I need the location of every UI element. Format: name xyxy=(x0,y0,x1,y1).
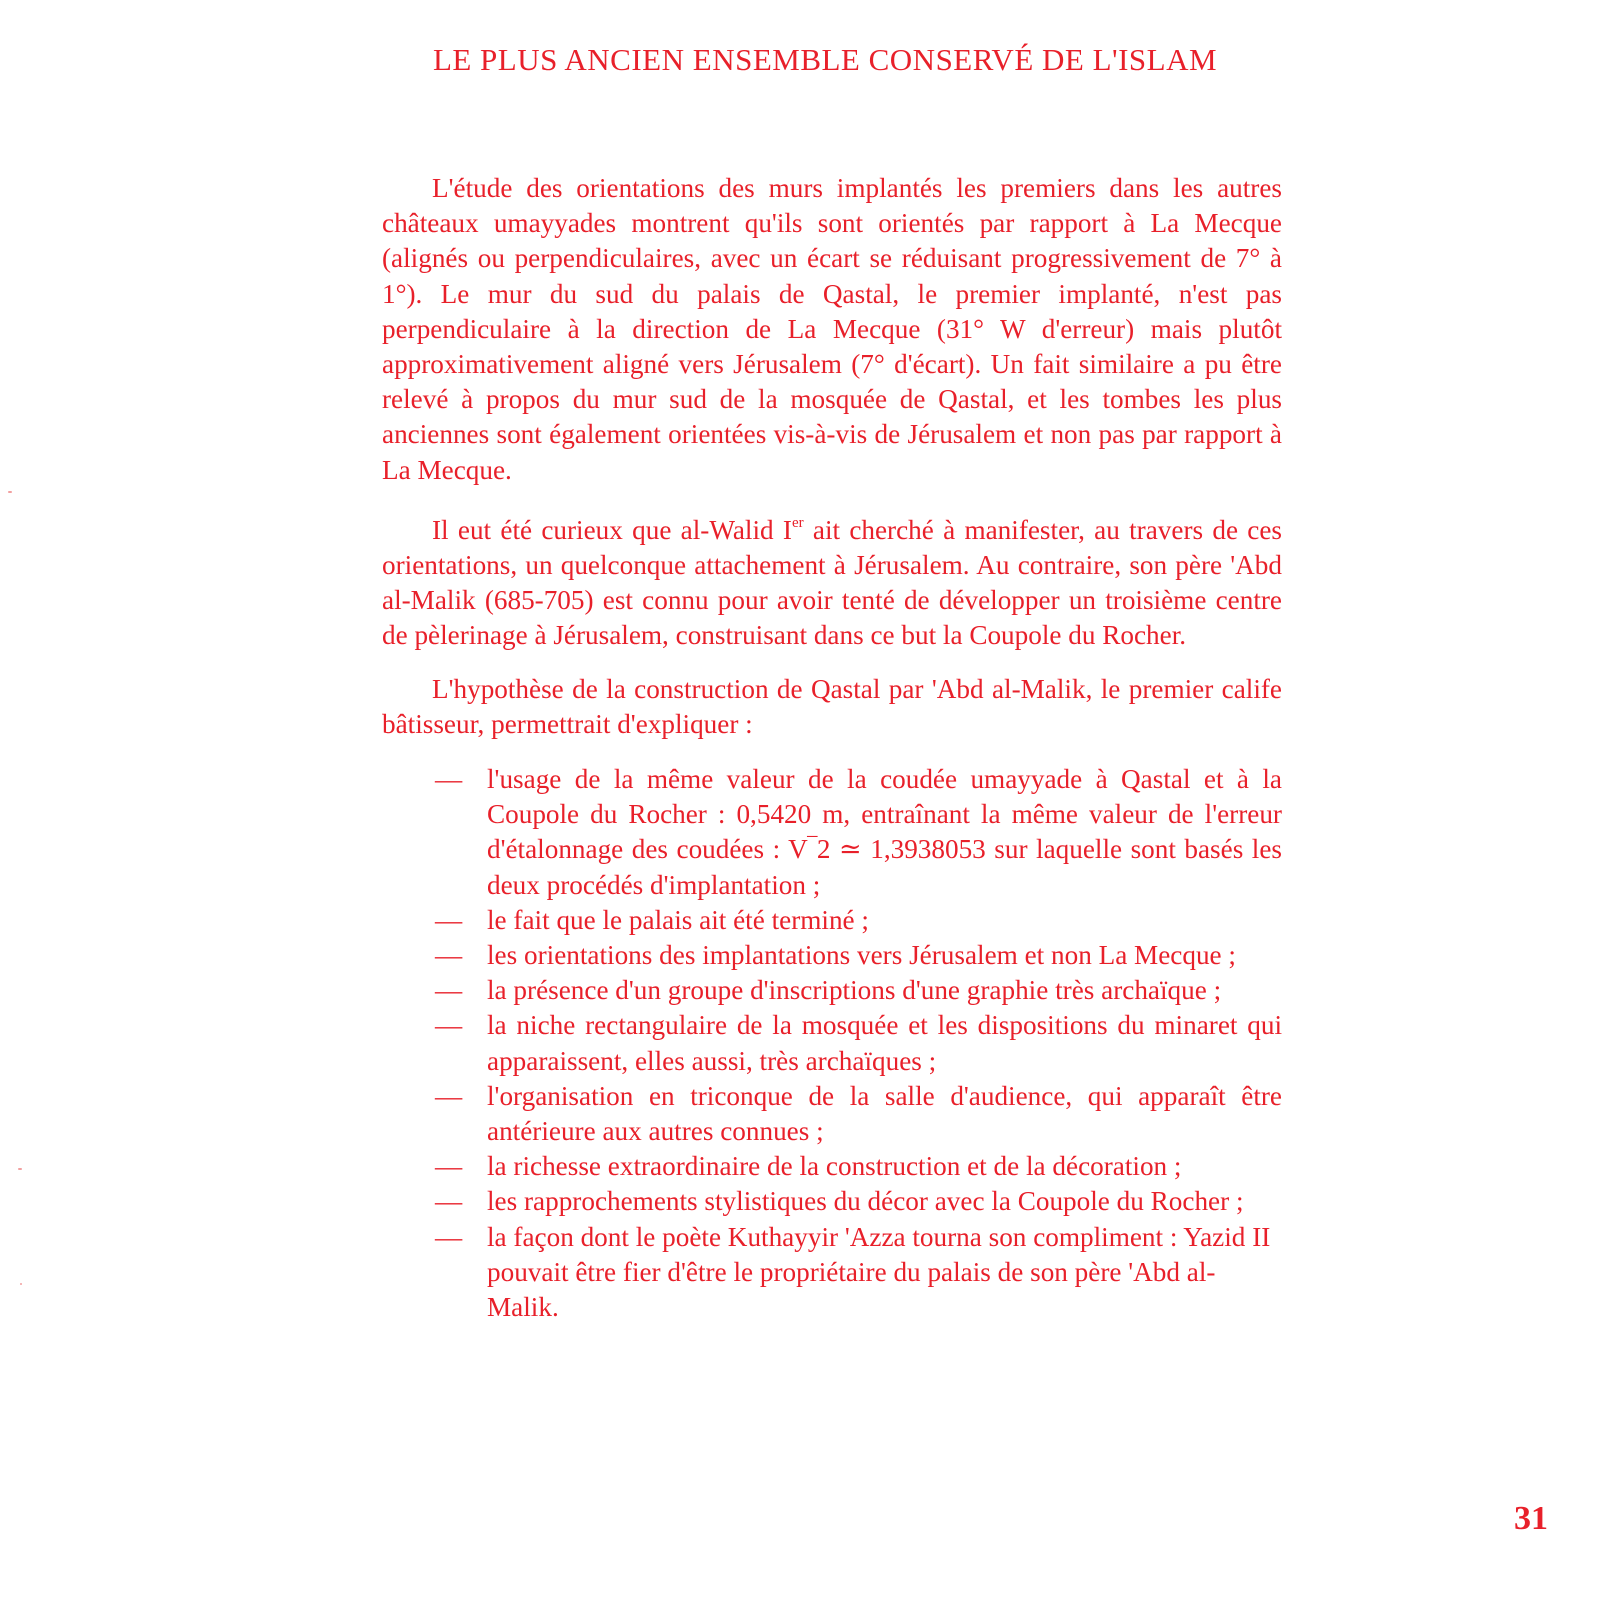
list-item-text: la niche rectangulaire de la mosquée et les dispositions du minaret qui apparaissent, elles aussi, très archaïques ; xyxy=(487,1010,1282,1076)
scan-speck xyxy=(8,491,12,493)
body-text xyxy=(382,171,1282,1325)
paragraph-text-start: Il eut été curieux que al-Walid I xyxy=(432,514,792,545)
em-dash-bullet: — xyxy=(435,975,463,1006)
running-header: LE PLUS ANCIEN ENSEMBLE CONSERVÉ DE L'ISLAM xyxy=(432,42,1218,77)
list-item xyxy=(382,1184,1282,1219)
list-item-text: la façon dont le poète Kuthayyir 'Azza tourna son compliment : Yazid II pouvait être fier d'être le propriétaire du palais de son père 'Abd al-Malik. xyxy=(487,1221,1271,1323)
list-item xyxy=(382,762,1282,903)
list-item-text: l'usage de la même valeur de la coudée umayyade à Qastal et à la Coupole du Rocher : 0,5420 m, entraînant la même valeur de l'erreur d'étalonnage des coudées : V‾2 ≃ 1,3938053 sur laquelle sont basés les deux procédés d'implantation ; xyxy=(487,764,1282,900)
paragraph-al-walid xyxy=(382,506,1282,654)
list-item xyxy=(382,1220,1282,1326)
em-dash-bullet: — xyxy=(435,940,463,971)
list-item-text: les rapprochements stylistiques du décor avec la Coupole du Rocher ; xyxy=(487,1186,1244,1217)
em-dash-bullet: — xyxy=(435,904,463,935)
list-item-text: le fait que le palais ait été terminé ; xyxy=(487,904,869,935)
list-item xyxy=(382,1079,1282,1149)
em-dash-bullet: — xyxy=(435,764,463,795)
superscript-er: er xyxy=(791,514,804,531)
list-item xyxy=(382,973,1282,1008)
arguments-list xyxy=(382,762,1282,1325)
paragraph-orientations: L'étude des orientations des murs implantés les premiers dans les autres châteaux umayyades montrent qu'ils sont orientés par rapport à La Mecque (alignés ou perpendiculaires, avec un écart se réduisant progressivement de 7° à 1°). Le mur du sud du palais de Qastal, le premier implanté, n'est pas perpendiculaire à la direction de La Mecque (31° W d'erreur) mais plutôt approximativement aligné vers Jérusalem (7° d'écart). Un fait similaire a pu être relevé à propos du mur sud de la mosquée de Qastal, et les tombes les plus anciennes sont également orientées vis-à-vis de Jérusalem et non pas par rapport à La Mecque. xyxy=(382,173,1282,485)
list-item-text: la richesse extraordinaire de la construction et de la décoration ; xyxy=(487,1151,1182,1182)
scan-speck xyxy=(20,1283,22,1285)
list-item xyxy=(382,1008,1282,1078)
page-number: 31 xyxy=(1514,1500,1548,1537)
list-item-text: la présence d'un groupe d'inscriptions d'une graphie très archaïque ; xyxy=(487,975,1222,1006)
scan-speck xyxy=(18,1168,22,1170)
paragraph-hypothesis: L'hypothèse de la construction de Qastal par 'Abd al-Malik, le premier calife bâtisseur, permettrait d'expliquer : xyxy=(382,673,1282,739)
list-item xyxy=(382,903,1282,938)
list-item-text: les orientations des implantations vers Jérusalem et non La Mecque ; xyxy=(487,940,1236,971)
list-item xyxy=(382,1149,1282,1184)
em-dash-bullet: — xyxy=(435,1151,463,1182)
list-item xyxy=(382,938,1282,973)
em-dash-bullet: — xyxy=(435,1221,463,1252)
em-dash-bullet: — xyxy=(435,1080,463,1111)
em-dash-bullet: — xyxy=(435,1186,463,1217)
paragraph-text-end: ait cherché à manifester, au travers de ces orientations, un quelconque attachement à Jérusalem. Au contraire, son père 'Abd al-Malik (685-705) est connu pour avoir tenté de développer un troisième centre de pèlerinage à Jérusalem, construisant dans ce but la Coupole du Rocher. xyxy=(382,514,1283,651)
em-dash-bullet: — xyxy=(435,1010,463,1041)
list-item-text: l'organisation en triconque de la salle d'audience, qui apparaît être antérieure aux autres connues ; xyxy=(487,1080,1282,1147)
